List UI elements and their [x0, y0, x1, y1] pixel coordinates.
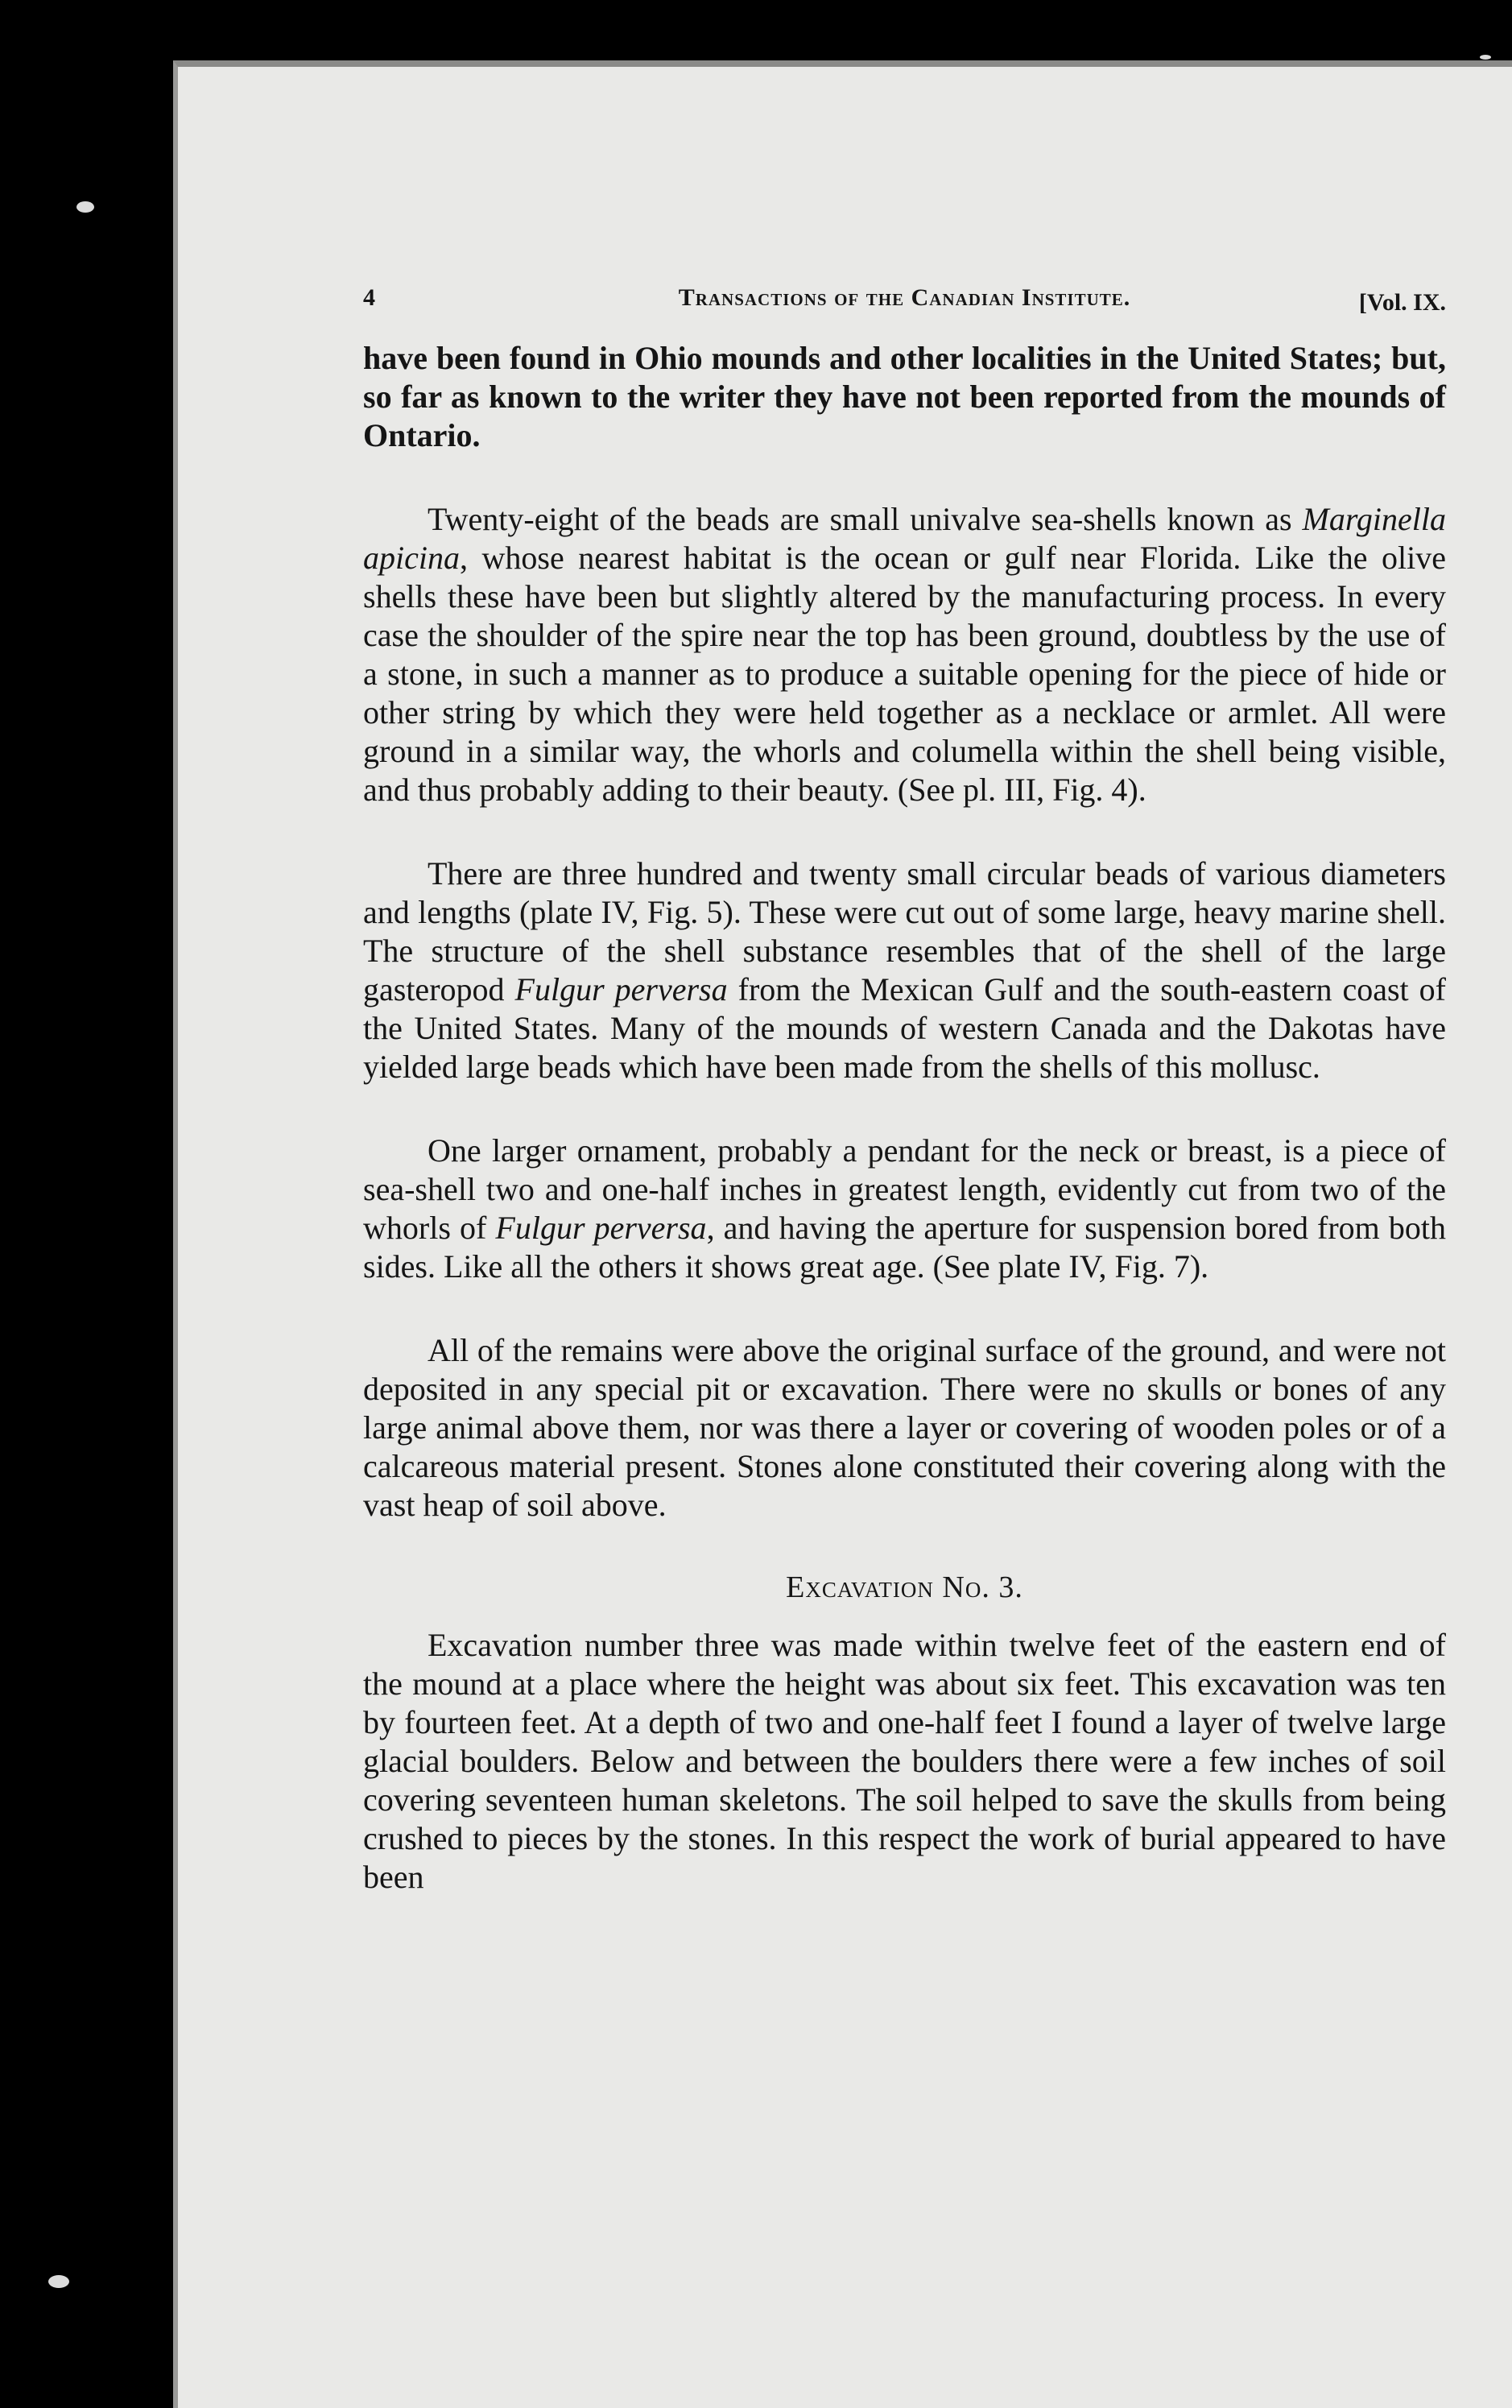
scan-speck [1480, 55, 1491, 60]
paragraph-4-end: , and having the aperture for suspension bored from both sides. Like all the others it shows great age. (See plate IV, Fig. 7). [363, 1210, 1446, 1285]
scan-speck [76, 201, 94, 213]
volume-label: [Vol. IX. [1358, 289, 1446, 316]
paragraph-4 [363, 1132, 1446, 1286]
page-number: 4 [363, 284, 375, 311]
page-content [363, 284, 1446, 1897]
paragraph-2-start: Twenty-eight of the beads are small univalve sea-shells known as [428, 501, 1303, 537]
paragraph-5: All of the remains were above the original surface of the ground, and were not deposited in any special pit or excavation. There were no skulls or bones of any large animal above them, nor was there a layer or covering of wooden poles or of a calcareous material present. Stones alone constituted their covering along with the vast heap of soil above. [363, 1332, 1446, 1523]
section-heading: Excavation No. 3. [786, 1570, 1023, 1604]
paragraph-3-end: from the Mexican Gulf and the south-eastern coast of the United States. Many of the mounds of western Canada and the Dakotas have yielded large beads which have been made from the shells of this mollusc. [363, 971, 1447, 1085]
running-header [363, 284, 1446, 333]
scan-speck [48, 2275, 69, 2288]
paragraph-4-start: One larger ornament, probably a pendant for the neck or breast, is a piece of sea-shell two and one-half inches in greatest length, evidently cut from two of the whorls of [363, 1132, 1446, 1246]
species-name-fulgur: Fulgur perversa [514, 971, 728, 1007]
paragraph-3 [363, 854, 1446, 1086]
species-name-marginella: Marginella apicina [363, 501, 1446, 576]
book-page [173, 60, 1512, 2408]
paragraph-6: Excavation number three was made within twelve feet of the eastern end of the mound at a place where the height was about six feet. This excavation was ten by fourteen feet. At a depth of two and one-half feet I found a layer of twelve large glacial boulders. Below and between the boulders there were a few inches of soil covering seventeen human skeletons. The soil helped to save the skulls from being crushed to pieces by the stones. In this respect the work of burial appeared to have been [363, 1627, 1446, 1895]
paragraph-1: have been found in Ohio mounds and other localities in the United States; but, so far as known to the writer they have not been reported from the mounds of Ontario. [363, 340, 1446, 453]
paragraph-3-start: There are three hundred and twenty small circular beads of various diameters and lengths (plate IV, Fig. 5). These were cut out of some large, heavy marine shell. The structure of the shell substance resembles that of the shell of the large gasteropod [363, 855, 1446, 1007]
paragraph-2-end: , whose nearest habitat is the ocean or gulf near Florida. Like the olive shells these have been but slightly altered by the manufacturing process. In every case the shoulder of the spire near the top has been ground, doubtless by the use of a stone, in such a manner as to produce a suitable opening for the piece of hide or other string by which they were held together as a necklace or armlet. All were ground in a similar way, the whorls and columella within the shell being visible, and thus probably adding to their beauty. (See pl. III, Fig. 4). [363, 540, 1446, 808]
running-title: Transactions of the Canadian Institute. [678, 284, 1131, 311]
species-name-fulgur: Fulgur perversa [495, 1210, 707, 1246]
paragraph-2 [363, 500, 1446, 809]
